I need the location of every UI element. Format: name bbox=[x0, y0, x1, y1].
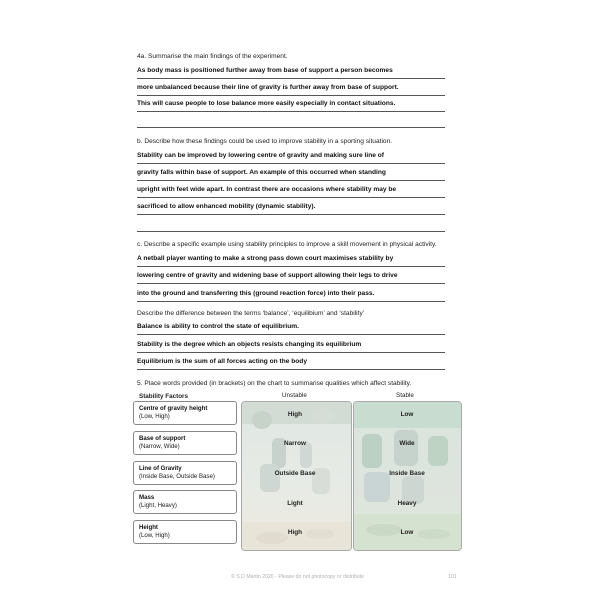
answer-line: into the ground and transferring this (ground reaction force) into their pass. bbox=[137, 290, 375, 297]
answer-line: gravity falls within base of support. An example of this occurred when standing bbox=[137, 169, 386, 176]
header-unstable: Unstable bbox=[282, 392, 307, 399]
answer-line: Stability is the degree which an objects resists changing its equilibrium bbox=[137, 341, 362, 348]
question-4b: b. Describe how these findings could be used to improve stability in a sporting situation. bbox=[137, 138, 393, 145]
unstable-value: Light bbox=[287, 500, 303, 507]
stable-value: Inside Base bbox=[389, 470, 425, 477]
answer-line: more unbalanced because their line of gravity is further away from base of support. bbox=[137, 84, 399, 91]
factor-options: (Inside Base, Outside Base) bbox=[139, 473, 215, 480]
writing-line bbox=[137, 95, 445, 96]
answer-line: Stability can be improved by lowering centre of gravity and making sure line of bbox=[137, 152, 384, 159]
answer-line: Equilibrium is the sum of all forces acting on the body bbox=[137, 358, 307, 365]
header-stable: Stable bbox=[396, 392, 414, 399]
writing-line bbox=[137, 214, 445, 215]
answer-line: This will cause people to lose balance more easily especially in contact situations. bbox=[137, 100, 396, 107]
answer-line: upright with feet wide apart. In contrast there are occasions where stability may be bbox=[137, 186, 397, 193]
writing-line bbox=[137, 78, 445, 79]
question-terms: Describe the difference between the terms ‘balance’, ‘equilibium’ and ‘stability’ bbox=[137, 310, 365, 317]
writing-line bbox=[137, 301, 445, 302]
stable-value: Wide bbox=[399, 440, 415, 447]
header-stability-factors: Stability Factors bbox=[139, 393, 188, 400]
answer-line: sacrificed to allow enhanced mobility (dynamic stability). bbox=[137, 203, 316, 210]
factor-options: (Low, High) bbox=[139, 413, 170, 420]
writing-line bbox=[137, 111, 445, 112]
factor-name: Height bbox=[139, 524, 158, 531]
factor-name: Mass bbox=[139, 494, 155, 501]
factor-centre-of-gravity bbox=[133, 401, 237, 425]
factor-line-of-gravity bbox=[133, 461, 237, 485]
factor-options: (Light, Heavy) bbox=[139, 502, 177, 509]
page-number: 101 bbox=[448, 574, 457, 580]
writing-line bbox=[137, 197, 445, 198]
factor-base-of-support bbox=[133, 431, 237, 455]
question-5: 5. Place words provided (in brackets) on the chart to summarise qualities which affect stability. bbox=[137, 380, 412, 387]
writing-line bbox=[137, 163, 445, 164]
writing-line bbox=[137, 334, 445, 335]
stable-value: Heavy bbox=[397, 500, 417, 507]
factor-name: Base of support bbox=[139, 435, 186, 442]
question-4c: c. Describe a specific example using stability principles to improve a skill movement in physical activity. bbox=[137, 241, 437, 248]
answer-line: Balance is ability to control the state of equilibrium. bbox=[137, 323, 299, 330]
unstable-value: Narrow bbox=[283, 440, 307, 447]
factor-options: (Low, High) bbox=[139, 532, 170, 539]
writing-line bbox=[137, 283, 445, 284]
writing-line bbox=[137, 127, 445, 128]
answer-line: As body mass is positioned further away from base of support a person becomes bbox=[137, 67, 393, 74]
unstable-value: High bbox=[287, 529, 303, 536]
writing-line bbox=[137, 266, 445, 267]
stable-value: Low bbox=[400, 411, 414, 418]
writing-line bbox=[137, 231, 445, 232]
copyright-footer: © S D Martin 2026 - Please do not photocopy or distribute bbox=[231, 574, 365, 580]
answer-line: lowering centre of gravity and widening base of support allowing their legs to drive bbox=[137, 272, 398, 279]
writing-line bbox=[137, 180, 445, 181]
question-4a: 4a. Summarise the main findings of the experiment. bbox=[137, 53, 288, 60]
unstable-value: High bbox=[287, 411, 303, 418]
factor-options: (Narrow, Wide) bbox=[139, 443, 180, 450]
factor-height bbox=[133, 520, 237, 544]
factor-name: Line of Gravity bbox=[139, 465, 182, 472]
writing-line bbox=[137, 369, 445, 370]
answer-line: A netball player wanting to make a strong pass down court maximises stability by bbox=[137, 255, 394, 262]
factor-name: Centre of gravity height bbox=[139, 405, 208, 412]
factor-mass bbox=[133, 490, 237, 514]
writing-line bbox=[137, 352, 445, 353]
stable-value: Low bbox=[400, 529, 414, 536]
unstable-value: Outside Base bbox=[274, 470, 316, 477]
